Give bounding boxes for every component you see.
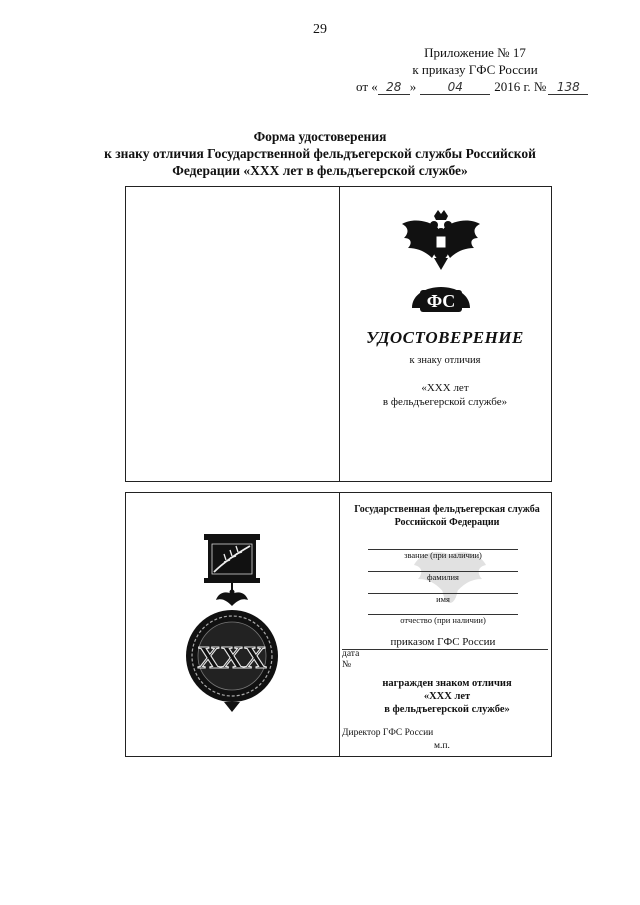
order-line xyxy=(342,649,548,650)
number-label: № xyxy=(342,660,352,670)
award-name-line-2: в фельдъегерской службе» xyxy=(382,396,508,408)
stamp-label: м.п. xyxy=(434,741,450,751)
awarded-line-2: «XXX лет xyxy=(423,691,471,702)
appendix-date-line xyxy=(356,79,588,95)
date-month: 04 xyxy=(420,80,490,95)
date-label: дата xyxy=(342,649,360,659)
certificate-subheading: к знаку отличия xyxy=(409,355,481,366)
eagle-emblem-icon xyxy=(398,208,484,320)
cover-fold-line xyxy=(339,186,340,482)
field-caption-surname: фамилия xyxy=(427,572,459,582)
inner-fold-line xyxy=(339,492,340,757)
emblem-text: ФС xyxy=(426,291,456,311)
awarded-line-3: в фельдъегерской службе» xyxy=(384,704,510,715)
medal-text: XXX xyxy=(197,639,267,675)
order-number: 138 xyxy=(548,80,588,95)
date-prefix: от « xyxy=(356,79,378,94)
medal-image-icon xyxy=(180,532,280,717)
order-label: приказом ГФС России xyxy=(390,636,496,648)
org-name-line-1: Государственная фельдъегерская служба xyxy=(354,504,540,515)
field-caption-patronymic: отчество (при наличии) xyxy=(400,615,486,625)
title-line-3: Федерации «XXX лет в фельдъегерской службе» xyxy=(172,163,468,178)
certificate-heading: УДОСТОВЕРЕНИЕ xyxy=(366,328,524,347)
award-name-line-1: «XXX лет xyxy=(421,382,469,394)
date-mid: » xyxy=(409,79,417,94)
awarded-line-1: награжден знаком отличия xyxy=(382,678,512,689)
field-caption-name: имя xyxy=(436,594,450,604)
appendix-line-2: к приказу ГФС России xyxy=(412,62,538,77)
appendix-line-1: Приложение № 17 xyxy=(424,45,526,60)
title-line-2: к знаку отличия Государственной фельдъегерской службы Российской xyxy=(104,146,536,161)
date-year: 2016 г. № xyxy=(494,79,547,94)
date-day: 28 xyxy=(378,80,410,95)
director-label: Директор ГФС России xyxy=(342,728,434,738)
page-number: 29 xyxy=(313,22,327,37)
title-line-1: Форма удостоверения xyxy=(253,129,387,144)
field-caption-rank: звание (при наличии) xyxy=(404,550,482,560)
org-name-line-2: Российской Федерации xyxy=(394,517,500,528)
document-title xyxy=(0,128,640,179)
